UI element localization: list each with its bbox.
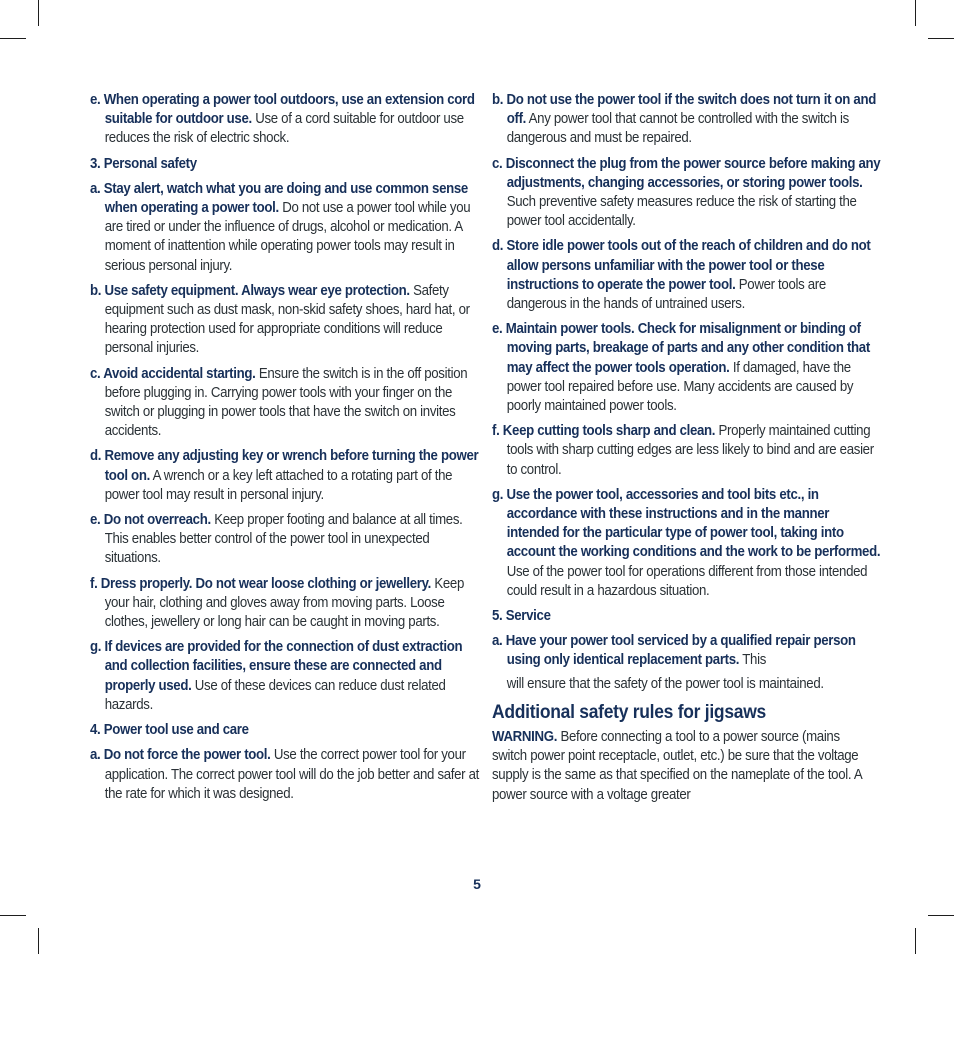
right-column (492, 91, 881, 805)
rule-disconnect-plug: c. Disconnect the plug from the power source before making any adjustments, changing accessories, or storing power tools. Such preventive safety measures reduce the risk of starting the power tool accidentally. (492, 155, 881, 230)
section-title-jigsaws: Additional safety rules for jigsaws (492, 701, 766, 723)
rule-serviced-continuation: will ensure that the safety of the power tool is maintained. (506, 675, 824, 692)
rule-serviced: a. Have your power tool serviced by a qualified repair person using only identical replacement parts. This (492, 633, 856, 669)
rule-switch: b. Do not use the power tool if the switch does not turn it on and off. Any power tool that cannot be controlled with the switch is dangerous and must be repaired. (492, 92, 877, 147)
crop-mark (0, 915, 26, 916)
rule-dress-properly: f. Dress properly. Do not wear loose clothing or jewellery. Keep your hair, clothing and gloves away from moving parts. Loose clothes, jewellery or long hair can be caught in moving parts. (90, 575, 464, 631)
crop-mark (915, 928, 916, 954)
crop-mark (38, 928, 39, 954)
rule-maintain: e. Maintain power tools. Check for misalignment or binding of moving parts, breakage of parts and any other condition that may affect the power tools operation. If damaged, have the power tool repaired before use. Many accidents are caused by poorly maintained power tools. (492, 321, 870, 415)
section-heading-service: 5. Service (492, 608, 551, 625)
crop-mark (928, 38, 954, 39)
crop-mark (915, 0, 916, 26)
rule-safety-equipment: b. Use safety equipment. Always wear eye protection. Safety equipment such as dust mask, non-skid safety shoes, hard hat, or hearing protection used for appropriate conditions will reduce personal injuries. (90, 282, 470, 357)
crop-mark (0, 38, 26, 39)
rule-accidental-starting: c. Avoid accidental starting. Ensure the switch is in the off position before plugging in. Carrying power tools with your finger on the switch or plugging in power tools that have the switch on invites accidents. (90, 365, 468, 440)
rule-outdoor-cord: e. When operating a power tool outdoors, use an extension cord suitable for outdoor use. Use of a cord suitable for outdoor use reduces the risk of electric shock. (90, 92, 475, 147)
rule-overreach: e. Do not overreach. Keep proper footing and balance at all times. This enables better control of the power tool in unexpected situations. (90, 512, 463, 567)
rule-accessories: g. Use the power tool, accessories and tool bits etc., in accordance with these instructions and in the manner intended for the particular type of power tool, taking into account the working conditions and the work to be performed. Use of the power tool for operations different from those intended could result in a hazardous situation. (492, 486, 881, 599)
rule-do-not-force: a. Do not force the power tool. Use the correct power tool for your application. The correct power tool will do the job better and safer at the rate for which it was designed. (90, 747, 480, 802)
rule-dust-extraction: g. If devices are provided for the connection of dust extraction and collection facilities, ensure these are connected and properly used. Use of these devices can reduce dust related hazards. (90, 639, 463, 713)
page-number: 5 (473, 876, 481, 892)
section-heading-tool-use: 4. Power tool use and care (90, 722, 249, 739)
rule-adjusting-key: d. Remove any adjusting key or wrench before turning the power tool on. A wrench or a key left attached to a rotating part of the power tool may result in personal injury. (90, 448, 479, 503)
left-column (90, 91, 480, 810)
rule-stay-alert: a. Stay alert, watch what you are doing and use common sense when operating a power tool. Do not use a power tool while you are tired or under the influence of drugs, alcohol or medication. A moment of inattention while operating power tools may result in serious personal injury. (90, 180, 471, 274)
rule-sharp-tools: f. Keep cutting tools sharp and clean. Properly maintained cutting tools with sharp cutting edges are less likely to bind and are easier to control. (492, 423, 874, 478)
warning-paragraph: WARNING. Before connecting a tool to a power source (mains switch power point receptacle, outlet, etc.) be sure that the voltage supply is the same as that specified on the nameplate of the tool. A power source with a voltage greater (492, 728, 862, 803)
crop-mark (928, 915, 954, 916)
crop-mark (38, 0, 39, 26)
rule-store-idle: d. Store idle power tools out of the reach of children and do not allow persons unfamiliar with the power tool or these instructions to operate the power tool. Power tools are dangerous in the hands of untrained users. (492, 238, 871, 313)
section-heading-personal-safety: 3. Personal safety (90, 155, 197, 172)
